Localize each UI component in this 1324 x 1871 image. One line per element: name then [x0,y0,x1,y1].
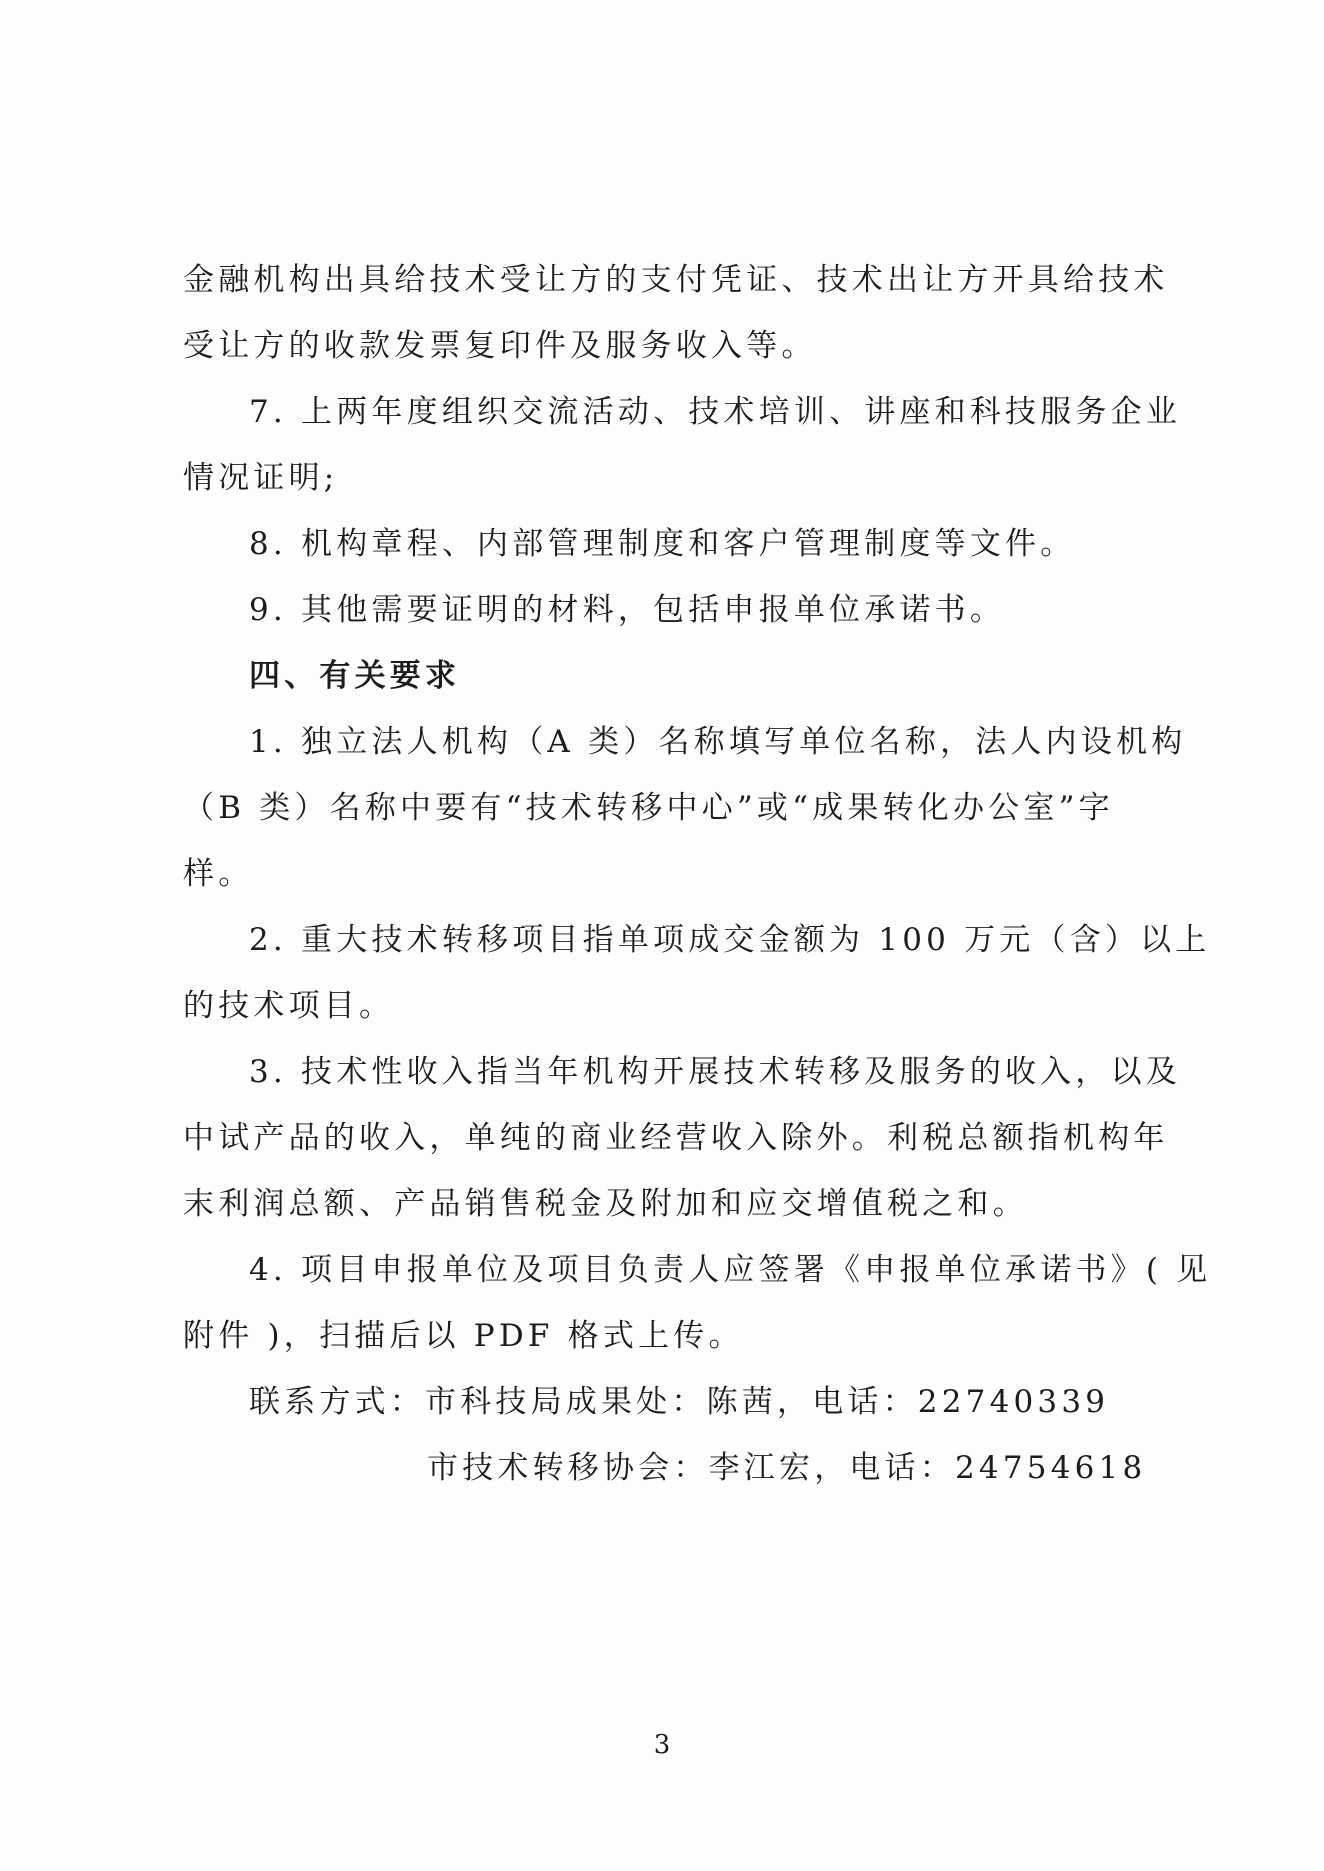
list-item-8: 8. 机构章程、内部管理制度和客户管理制度等文件。 [249,526,1076,562]
requirement-item-2: 2. 重大技术转移项目指单项成交金额为 100 万元（含）以上 [249,922,1211,958]
document-body [183,247,1212,1501]
requirement-item-1: 1. 独立法人机构（A 类）名称填写单位名称，法人内设机构 [249,724,1187,760]
paragraph-line: 中试产品的收入，单纯的商业经营收入除外。利税总额指机构年 [183,1120,1169,1156]
contact-line-1: 联系方式：市科技局成果处：陈茜，电话：22740339 [249,1384,1110,1420]
paragraph-line: 金融机构出具给技术受让方的支付凭证、技术出让方开具给技术 [183,262,1169,298]
paragraph-line: （B 类）名称中要有“技术转移中心”或“成果转化办公室”字 [183,790,1114,826]
paragraph-line: 末利润总额、产品销售税金及附加和应交增值税之和。 [183,1186,1028,1222]
paragraph-line: 的技术项目。 [183,988,395,1024]
requirement-item-4: 4. 项目申报单位及项目负责人应签署《申报单位承诺书》( 见 [249,1252,1212,1288]
paragraph-line: 样。 [183,856,254,892]
contact-line-2: 市技术转移协会：李江宏，电话：24754618 [427,1450,1147,1486]
paragraph-line: 附件 )，扫描后以 PDF 格式上传。 [183,1318,744,1354]
section-heading: 四、有关要求 [249,658,461,694]
page-number: 3 [653,1730,671,1760]
paragraph-line: 受让方的收款发票复印件及服务收入等。 [183,328,817,364]
list-item-7: 7. 上两年度组织交流活动、技术培训、讲座和科技服务企业 [249,394,1182,430]
paragraph-line: 情况证明; [183,460,339,496]
list-item-9: 9. 其他需要证明的材料，包括申报单位承诺书。 [249,592,1006,628]
requirement-item-3: 3. 技术性收入指当年机构开展技术转移及服务的收入，以及 [249,1054,1182,1090]
